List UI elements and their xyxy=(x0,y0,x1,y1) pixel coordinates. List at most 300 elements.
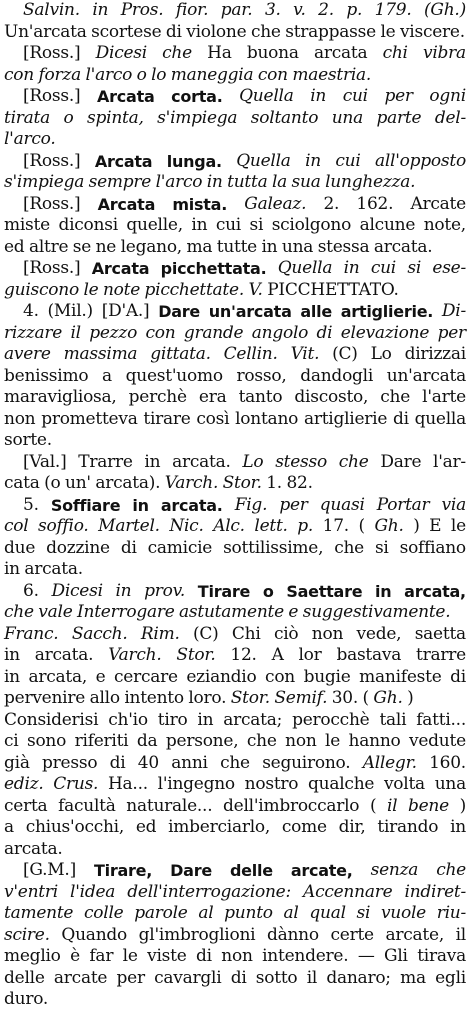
text-word: scire. xyxy=(4,924,50,945)
text-word: alle xyxy=(300,302,332,321)
text-word: le xyxy=(122,946,138,966)
text-word: non xyxy=(221,946,253,966)
text-word: gittata. xyxy=(150,344,211,364)
text-word: (C) xyxy=(193,623,219,644)
text-word: che xyxy=(250,21,281,42)
text-word: un'arcata xyxy=(208,302,292,321)
text-word: 82. xyxy=(286,473,313,493)
text-word: 17. xyxy=(322,516,349,536)
text-word: naturale... xyxy=(126,795,213,816)
text-word: note, xyxy=(423,215,466,235)
text-word: imberciarlo, xyxy=(168,817,271,837)
text-line xyxy=(4,796,466,818)
text-line xyxy=(4,258,466,280)
text-word: in xyxy=(197,709,214,730)
text-word: quella xyxy=(414,408,466,429)
text-word: arcata. xyxy=(373,236,433,257)
text-word: dandogli xyxy=(300,365,374,386)
text-word: arcata. xyxy=(24,559,83,579)
text-word: un' xyxy=(65,473,91,493)
text-word: lunghezza. xyxy=(325,172,416,192)
text-word: soffiano xyxy=(399,537,466,558)
text-word: — xyxy=(357,946,375,966)
text-word: Nic. xyxy=(169,516,204,536)
text-word: in xyxy=(4,666,20,687)
text-word: dell'interrogazione: xyxy=(127,881,291,902)
text-word: p. xyxy=(346,0,363,20)
text-word: di xyxy=(109,752,126,773)
text-word: in xyxy=(191,215,208,235)
text-line xyxy=(4,645,466,667)
text-word: certa xyxy=(4,795,48,816)
text-word: ogni xyxy=(429,86,466,106)
text-word: intendere. xyxy=(262,946,349,966)
text-word: sciolgono xyxy=(271,215,352,235)
text-word: 160. xyxy=(429,752,466,773)
text-word: chius'occhi, xyxy=(25,817,125,837)
text-word: 5. xyxy=(23,494,39,515)
text-word: che xyxy=(162,43,192,63)
text-word: dir, xyxy=(338,817,366,837)
text-word: prov. xyxy=(144,580,186,601)
text-line xyxy=(4,860,466,882)
text-line xyxy=(4,151,466,173)
text-word: per xyxy=(279,494,308,515)
text-word: colle xyxy=(84,903,124,923)
text-word: le xyxy=(325,731,341,751)
text-word: avere xyxy=(4,344,51,364)
text-word: Ha xyxy=(207,43,232,63)
text-word: per xyxy=(116,967,145,988)
text-word: perocchè xyxy=(292,709,370,730)
text-word: discosto, xyxy=(294,387,369,407)
text-word: ese- xyxy=(432,258,466,278)
text-word: di xyxy=(165,21,182,42)
text-word: in xyxy=(450,817,466,837)
text-word: (Gh.) xyxy=(424,0,466,20)
text-word: che xyxy=(220,752,250,773)
text-word: cata xyxy=(4,473,40,493)
text-word: quest'uomo xyxy=(125,365,223,386)
text-word: hanno xyxy=(348,731,401,751)
text-line xyxy=(4,86,466,108)
text-word: se xyxy=(72,236,92,257)
text-word: in xyxy=(4,645,20,665)
text-word: Salvin. xyxy=(23,0,80,20)
text-word: tiro xyxy=(157,709,188,730)
text-line xyxy=(4,22,466,44)
text-word: Gh. xyxy=(374,516,404,536)
text-word: che xyxy=(380,387,411,407)
text-word: senza xyxy=(370,860,419,880)
text-word: corta. xyxy=(171,87,223,106)
text-word: l'idea xyxy=(70,881,116,902)
text-word: [Val.] xyxy=(23,451,67,472)
text-word: riu- xyxy=(436,903,466,923)
text-word: diconsi xyxy=(58,215,118,235)
text-word: arcate, xyxy=(385,924,444,945)
text-word: fatti... xyxy=(416,709,466,730)
text-word: e xyxy=(288,602,299,622)
text-word: Un'arcata xyxy=(4,21,87,42)
text-word: cui xyxy=(335,150,361,171)
text-word: Di- xyxy=(441,301,466,321)
text-word: Cellin. xyxy=(223,344,278,364)
text-word: parte xyxy=(376,107,422,128)
text-word: miste xyxy=(4,215,50,235)
text-word: Lo xyxy=(370,344,392,364)
text-word: le xyxy=(380,21,396,42)
text-word: dànno xyxy=(266,924,319,945)
text-word: ) xyxy=(459,795,466,816)
text-word: per xyxy=(437,322,466,343)
text-word: punto xyxy=(224,903,273,923)
text-word: arcata. xyxy=(34,645,94,665)
text-word: il xyxy=(386,795,398,816)
text-word: stesso xyxy=(275,451,327,472)
text-line xyxy=(4,839,466,861)
text-word: Vit. xyxy=(290,344,320,364)
text-word: pezzo xyxy=(89,322,138,343)
text-word: allo xyxy=(89,688,120,708)
text-word: Quella xyxy=(236,150,291,171)
text-word: tutte xyxy=(216,236,257,257)
text-word: loro. xyxy=(188,688,227,708)
text-line xyxy=(4,774,466,796)
text-word: il xyxy=(306,967,318,988)
text-word: dell'imbroccarlo xyxy=(223,795,360,816)
text-line xyxy=(4,817,466,839)
text-word: all'opposto xyxy=(374,150,466,171)
text-word: qual xyxy=(309,903,346,923)
text-word: arcata. xyxy=(4,838,63,859)
text-word: Fig. xyxy=(234,494,268,515)
text-word: fior. xyxy=(175,0,209,20)
text-word: Interrogare xyxy=(77,602,175,622)
text-word: sottilissime, xyxy=(223,537,324,558)
text-word: ch'io xyxy=(108,709,148,730)
text-line xyxy=(4,409,466,431)
text-word: che xyxy=(338,451,369,472)
text-word: 1. xyxy=(266,473,282,493)
text-word: Semif. xyxy=(274,688,328,708)
text-word: ( xyxy=(358,516,365,536)
text-word: alcune xyxy=(359,215,416,235)
text-word: di xyxy=(230,967,247,988)
text-word: eziandio xyxy=(186,666,257,687)
text-line xyxy=(4,538,466,560)
text-word: artiglierie xyxy=(303,408,388,429)
text-word: si xyxy=(356,903,371,923)
text-line xyxy=(4,667,466,689)
text-word: 3. xyxy=(264,0,281,20)
text-line xyxy=(4,43,466,65)
text-word: Crus. xyxy=(53,774,99,794)
text-word: arcata xyxy=(313,43,368,63)
text-word: Quando xyxy=(61,924,128,945)
text-word: s'impiega xyxy=(157,107,238,128)
text-word: ) xyxy=(407,688,414,708)
text-word: arcata, xyxy=(28,666,88,687)
text-word: manifeste xyxy=(359,666,442,687)
text-word: tirando xyxy=(377,817,439,837)
text-line xyxy=(4,946,466,968)
text-word: seguirono. xyxy=(262,752,351,773)
text-word: ed xyxy=(135,817,157,837)
text-word: Ha... xyxy=(107,774,148,794)
text-word: presso xyxy=(42,752,98,773)
text-word: viscere. xyxy=(399,21,465,42)
text-word: Considerisi xyxy=(4,709,99,730)
text-word: Gh. xyxy=(373,688,403,708)
text-word: chi xyxy=(382,43,408,63)
text-word: si xyxy=(407,258,422,278)
text-word: Dare xyxy=(158,302,201,321)
text-word: l'ingegno xyxy=(157,774,235,794)
text-word: il xyxy=(70,322,81,343)
text-word: sorte. xyxy=(4,430,52,450)
text-word: lontano xyxy=(235,408,299,429)
text-word: V. xyxy=(248,279,263,300)
text-word: Dicesi xyxy=(51,580,103,601)
text-word: in xyxy=(375,581,392,601)
text-word: 12. xyxy=(230,645,257,665)
text-line xyxy=(4,172,466,194)
text-word: ma xyxy=(186,236,213,257)
text-word: una xyxy=(331,107,363,128)
text-word: Gli xyxy=(384,946,408,966)
text-word: Dare xyxy=(170,861,212,880)
text-word: ediz. xyxy=(4,774,44,794)
text-word: Chi xyxy=(231,623,261,644)
text-word: prometteva xyxy=(41,408,138,429)
text-word: altre xyxy=(28,236,69,257)
text-word: che xyxy=(4,602,34,622)
text-word: Arcata xyxy=(97,194,156,214)
text-word: vedute xyxy=(409,731,466,751)
text-line xyxy=(4,301,466,323)
text-word: maestria. xyxy=(292,64,372,85)
text-word: di xyxy=(450,666,466,687)
text-word: certe xyxy=(330,924,374,945)
text-word: Accennare xyxy=(303,881,393,902)
text-word: rizzare xyxy=(4,322,63,343)
text-word: 6. xyxy=(23,580,39,601)
text-word: Stor. xyxy=(230,688,270,708)
text-word: la xyxy=(271,172,288,192)
text-word: così xyxy=(196,408,230,429)
text-word: tanto xyxy=(238,387,283,407)
text-word: danaro; xyxy=(326,967,391,988)
text-word: soltanto xyxy=(250,107,319,128)
text-word: massima xyxy=(63,344,138,364)
text-line xyxy=(4,237,466,259)
text-line xyxy=(4,65,466,87)
text-word: camicie xyxy=(147,537,213,558)
text-word: lett. xyxy=(254,516,288,536)
text-word: [Ross.] xyxy=(23,86,81,106)
text-word: che xyxy=(334,537,364,558)
text-word: violone xyxy=(186,21,247,42)
text-word: elevazione xyxy=(340,322,430,343)
text-word: una xyxy=(281,236,314,257)
text-word: picchettata. xyxy=(160,259,267,278)
text-line xyxy=(4,581,466,603)
text-word: in xyxy=(92,0,109,20)
text-word: pervenire xyxy=(4,688,86,708)
text-word: cui xyxy=(370,258,396,278)
text-word: vibra xyxy=(422,43,466,63)
text-word: con xyxy=(265,666,296,687)
text-word: nostro xyxy=(244,774,299,794)
text-word: le xyxy=(83,279,99,300)
text-word: da xyxy=(136,731,158,751)
text-word: volta xyxy=(383,774,425,794)
text-word: lor xyxy=(298,645,322,665)
text-line xyxy=(4,516,466,538)
text-word: Arcata xyxy=(91,259,150,278)
text-word: in xyxy=(261,236,278,257)
text-word: [D'A.] xyxy=(101,301,150,321)
text-word: Stor. xyxy=(176,645,216,665)
text-line xyxy=(4,387,466,409)
text-word: legano, xyxy=(120,236,182,257)
text-word: p. xyxy=(297,516,314,536)
text-word: Quella xyxy=(277,258,333,278)
text-word: lo xyxy=(151,64,167,85)
text-word: arcata). xyxy=(95,473,161,493)
text-word: Dicesi xyxy=(95,43,147,63)
text-line xyxy=(4,688,466,710)
text-word: col xyxy=(4,516,29,536)
text-word: Tirare, xyxy=(93,861,153,880)
text-word: Galeaz. xyxy=(244,193,307,214)
text-word: saetta xyxy=(414,623,466,644)
text-word: ) xyxy=(413,516,420,536)
text-word: cui xyxy=(342,86,368,106)
text-word: o xyxy=(63,107,74,128)
text-word: un'arcata xyxy=(386,365,466,386)
text-word: [Ross.] xyxy=(23,193,81,214)
text-line xyxy=(4,194,466,216)
text-word: scortese xyxy=(91,21,162,42)
text-line xyxy=(4,0,466,22)
text-line xyxy=(4,108,466,130)
text-line xyxy=(4,903,466,925)
text-word: Franc. xyxy=(4,623,59,644)
text-word: Stor. xyxy=(222,473,262,493)
text-word: parole xyxy=(134,903,188,923)
text-word: mista. xyxy=(172,194,228,214)
text-word: Allegr. xyxy=(362,752,417,773)
text-word: in xyxy=(343,258,360,278)
text-word: ci xyxy=(4,731,19,751)
text-word: una xyxy=(434,774,466,794)
text-word: Rim. xyxy=(140,623,180,644)
text-word: perchè xyxy=(128,387,187,407)
text-line xyxy=(4,710,466,732)
text-word: al xyxy=(283,903,299,923)
text-word: tirare xyxy=(143,408,191,429)
text-word: Varch. xyxy=(108,645,162,665)
text-word: di xyxy=(392,408,409,429)
text-word: PICCHETTATO. xyxy=(267,279,399,300)
text-word: intento xyxy=(124,688,184,708)
text-word: cercare xyxy=(113,666,178,687)
text-line xyxy=(4,280,466,302)
text-word: già xyxy=(4,752,30,773)
text-word: in xyxy=(206,172,223,192)
text-word: viste xyxy=(147,946,187,966)
text-word: v. xyxy=(293,0,306,20)
text-word: che xyxy=(436,860,466,880)
text-line xyxy=(4,731,466,753)
text-word: quasi xyxy=(319,494,365,515)
text-line xyxy=(4,366,466,388)
text-word: vale xyxy=(38,602,73,622)
text-word: ne xyxy=(95,236,117,257)
text-word: con xyxy=(257,64,288,85)
text-word: lunga. xyxy=(166,151,222,171)
text-word: l'arte xyxy=(422,387,466,407)
text-word: al xyxy=(198,903,214,923)
text-word: l'arco xyxy=(155,172,203,192)
text-word: note xyxy=(102,279,141,300)
text-word: in xyxy=(4,559,20,579)
text-word: ( xyxy=(369,795,377,816)
text-word: [Ross.] xyxy=(23,150,81,171)
text-word: non xyxy=(4,408,36,429)
text-word: artiglierie. xyxy=(340,302,434,321)
text-word: le xyxy=(450,516,466,536)
text-word: (C) xyxy=(332,344,358,364)
text-word: facultà xyxy=(58,795,116,816)
text-word: sempre xyxy=(88,172,152,192)
text-word: non xyxy=(285,731,317,751)
text-word: come xyxy=(281,817,327,837)
text-word: gl'imbroglioni xyxy=(138,924,256,945)
text-word: benissimo xyxy=(4,365,89,386)
text-word: Quella xyxy=(239,86,294,106)
text-word: sono xyxy=(26,731,67,751)
text-word: arcata. xyxy=(172,451,231,472)
text-word: astutamente xyxy=(179,602,284,622)
text-word: l'arco. xyxy=(4,129,56,149)
text-word: che xyxy=(246,731,277,751)
text-word: ( xyxy=(362,688,369,708)
text-word: [Ross.] xyxy=(23,43,81,63)
text-word: tali xyxy=(379,709,407,730)
text-word: si xyxy=(374,537,389,558)
text-word: egli xyxy=(435,967,466,988)
text-word: soffio. xyxy=(38,516,89,536)
text-word: stessa xyxy=(317,236,370,257)
text-word: a xyxy=(102,365,112,386)
text-word: [Ross.] xyxy=(23,258,81,278)
text-word: rosso, xyxy=(236,365,287,386)
text-word: (Mil.) xyxy=(47,301,93,321)
text-line xyxy=(4,624,466,646)
text-word: arcata. xyxy=(160,495,223,515)
text-word: grande xyxy=(183,322,244,343)
text-word: arcate, xyxy=(290,861,353,880)
text-word: Tirare xyxy=(197,581,251,601)
text-word: meglio xyxy=(4,946,61,966)
text-line xyxy=(4,495,466,517)
text-word: a xyxy=(4,817,14,837)
text-word: spinta, xyxy=(87,107,144,128)
text-line xyxy=(4,129,466,151)
